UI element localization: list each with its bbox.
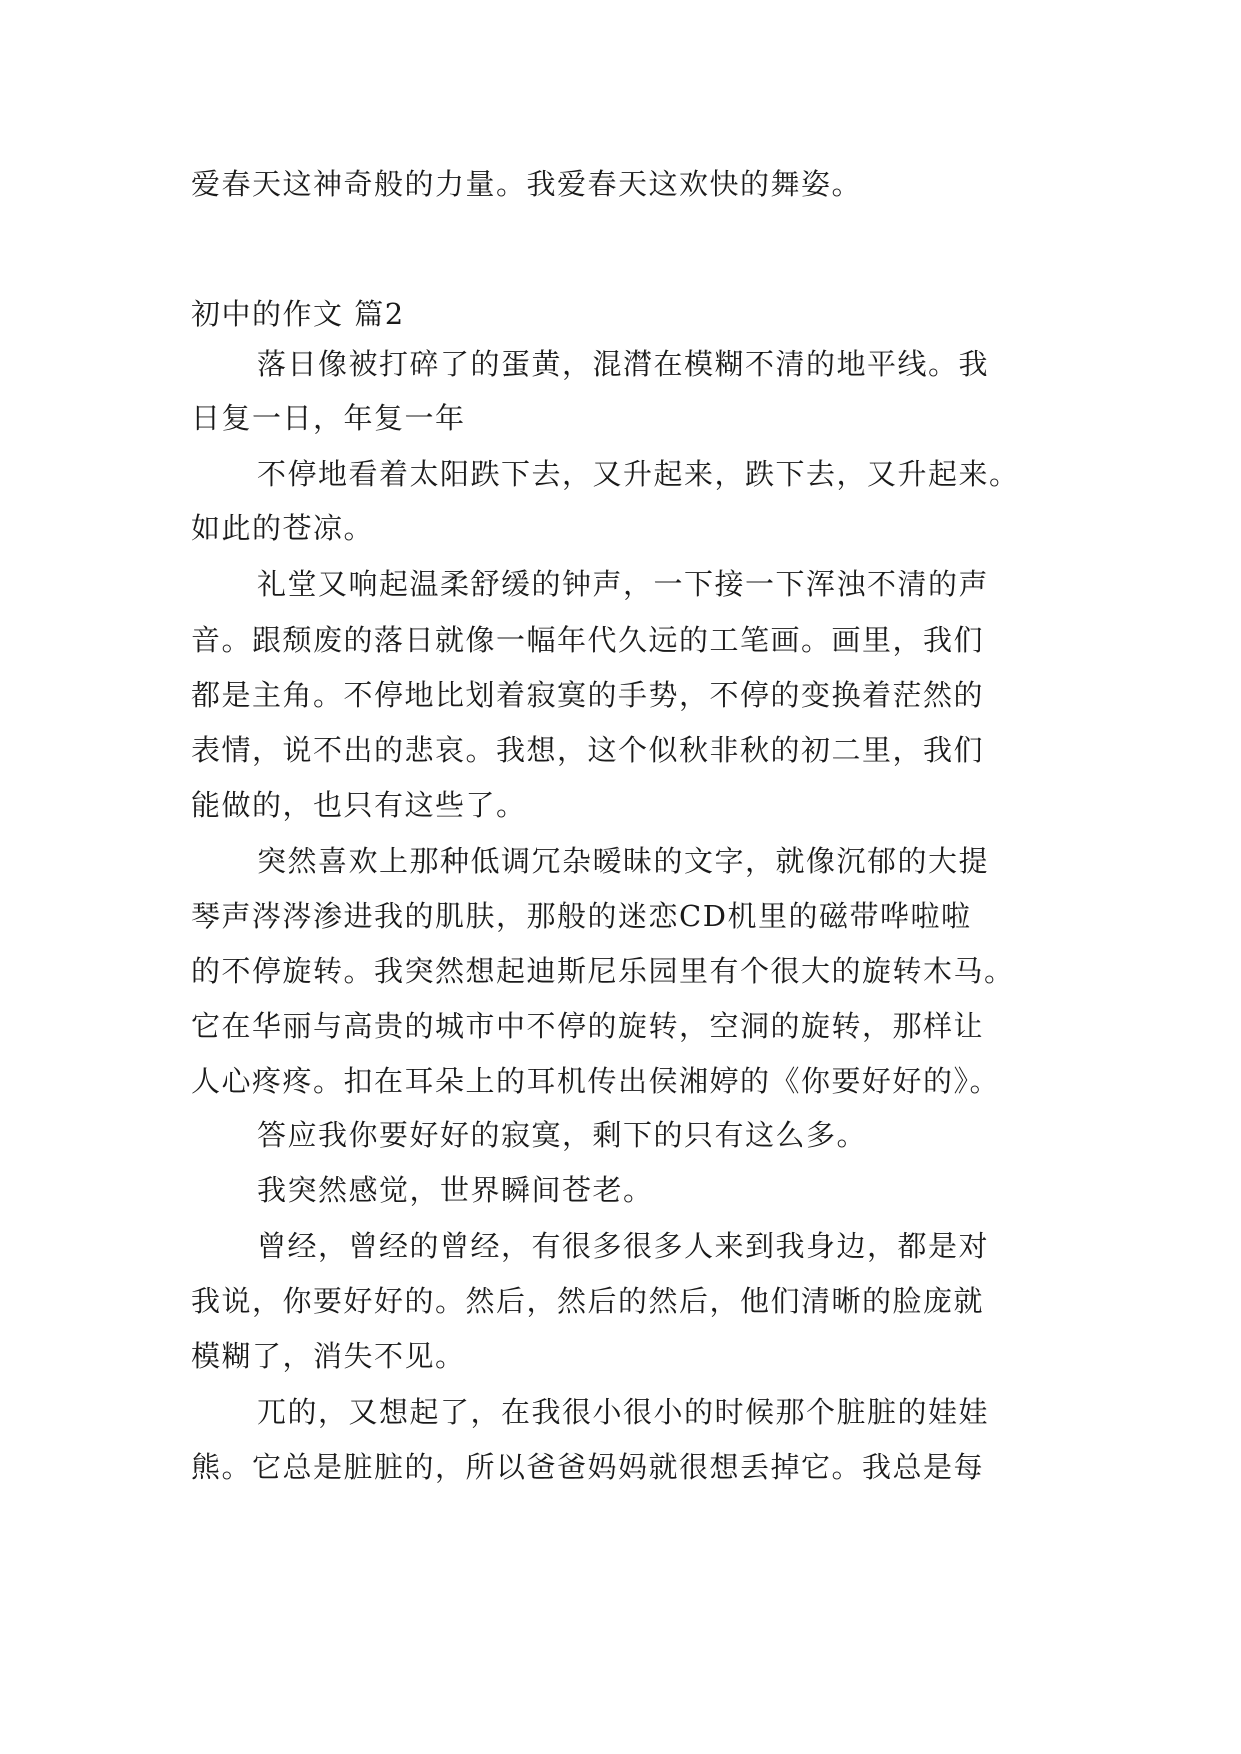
paragraph-line: 都是主角。不停地比划着寂寞的手势，不停的变换着茫然的: [191, 678, 985, 712]
paragraph-line: 的不停旋转。我突然想起迪斯尼乐园里有个很大的旋转木马。: [191, 954, 1015, 988]
paragraph-line: 答应我你要好好的寂寞，剩下的只有这么多。: [257, 1118, 868, 1152]
paragraph-line: 不停地看着太阳跌下去，又升起来，跌下去，又升起来。: [257, 457, 1020, 491]
paragraph-line: 如此的苍凉。: [191, 511, 375, 545]
paragraph-line: 兀的，又想起了，在我很小很小的时候那个脏脏的娃娃: [257, 1395, 990, 1429]
previous-essay-ending: 爱春天这神奇般的力量。我爱春天这欢快的舞姿。: [191, 167, 863, 201]
document-page: [191, 0, 1053, 1754]
paragraph-line: 音。跟颓废的落日就像一幅年代久远的工笔画。画里，我们: [191, 623, 985, 657]
paragraph-line: 琴声涔涔渗进我的肌肤，那般的迷恋CD机里的磁带哗啦啦: [191, 899, 972, 933]
paragraph-line: 模糊了，消失不见。: [191, 1339, 466, 1373]
paragraph-line: 突然喜欢上那种低调冗杂暧昧的文字，就像沉郁的大提: [257, 844, 990, 878]
paragraph-line: 曾经，曾经的曾经，有很多很多人来到我身边，都是对: [257, 1229, 990, 1263]
paragraph-line: 日复一日，年复一年: [191, 401, 466, 435]
paragraph-line: 我说，你要好好的。然后，然后的然后，他们清晰的脸庞就: [191, 1284, 985, 1318]
paragraph-line: 我突然感觉，世界瞬间苍老。: [257, 1173, 654, 1207]
paragraph-line: 能做的，也只有这些了。: [191, 788, 527, 822]
paragraph-line: 落日像被打碎了的蛋黄，混潸在模糊不清的地平线。我: [257, 347, 990, 381]
paragraph-line: 礼堂又响起温柔舒缓的钟声，一下接一下浑浊不清的声: [257, 567, 990, 601]
paragraph-line: 它在华丽与高贵的城市中不停的旋转，空洞的旋转，那样让: [191, 1009, 985, 1043]
paragraph-line: 人心疼疼。扣在耳朵上的耳机传出侯湘婷的《你要好好的》。: [191, 1064, 1001, 1098]
paragraph-line: 熊。它总是脏脏的，所以爸爸妈妈就很想丢掉它。我总是每: [191, 1450, 985, 1484]
paragraph-line: 表情，说不出的悲哀。我想，这个似秋非秋的初二里，我们: [191, 733, 985, 767]
section-heading: 初中的作文 篇2: [191, 297, 405, 331]
